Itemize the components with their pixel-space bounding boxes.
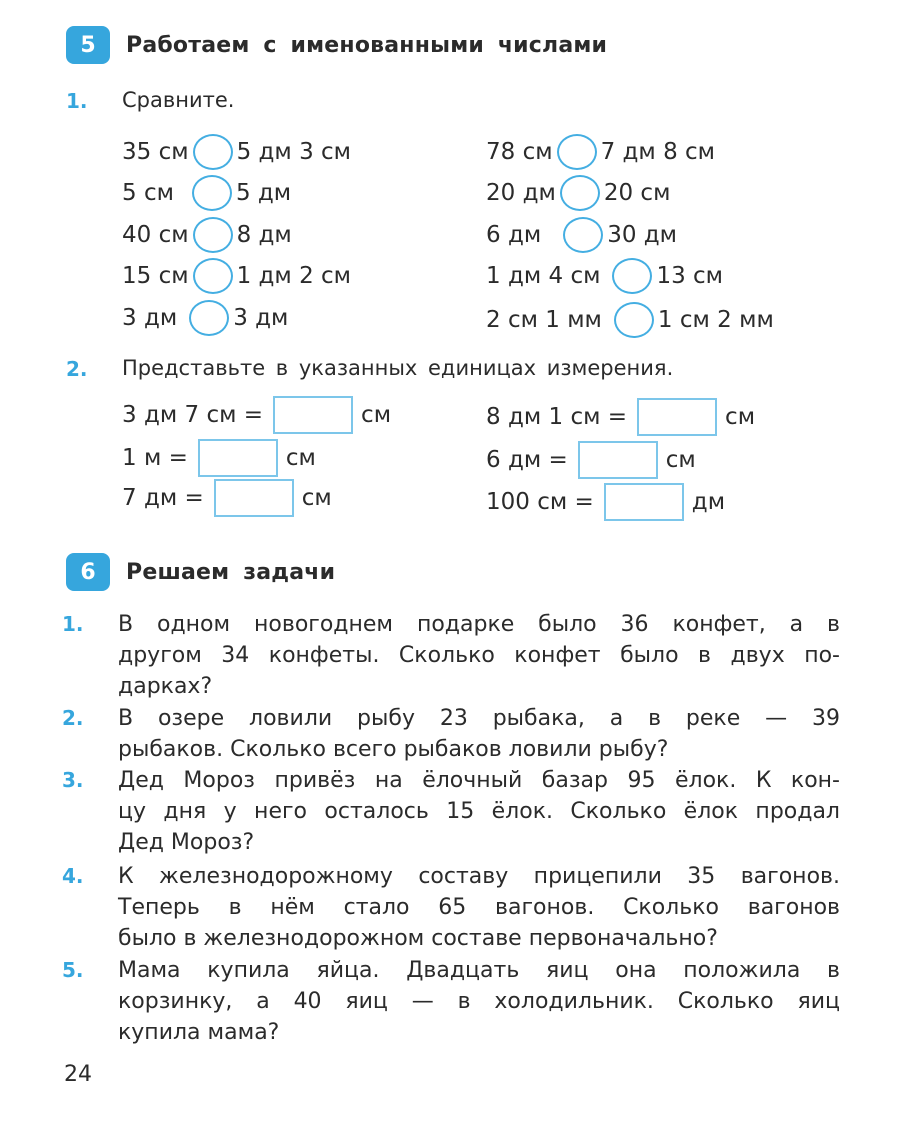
- compare-left-value: 1 дм 4 см: [486, 263, 601, 289]
- compare-row: [486, 175, 670, 211]
- compare-right-value: 3 дм: [233, 305, 289, 331]
- convert-expression: 8 дм 1 см =: [486, 404, 628, 430]
- convert-row: [122, 395, 391, 435]
- compare-circle[interactable]: [193, 134, 233, 170]
- section-5-header: [66, 26, 607, 64]
- problem-number: 3.: [62, 768, 84, 792]
- compare-right-value: 7 дм 8 см: [600, 139, 716, 165]
- convert-expression: 6 дм =: [486, 447, 568, 473]
- convert-unit: см: [301, 485, 332, 511]
- compare-circle[interactable]: [557, 134, 597, 170]
- compare-left-value: 2 см 1 мм: [486, 307, 602, 333]
- problem-number: 4.: [62, 864, 84, 888]
- answer-box[interactable]: [637, 398, 717, 436]
- answer-box[interactable]: [273, 396, 353, 434]
- convert-expression: 1 м =: [122, 445, 188, 471]
- compare-circle[interactable]: [189, 300, 229, 336]
- compare-right-value: 1 см 2 мм: [657, 307, 774, 333]
- compare-circle[interactable]: [563, 217, 603, 253]
- problem-line: корзинку, а 40 яиц — в холодильник. Сколько яиц: [118, 989, 840, 1014]
- convert-unit: см: [665, 447, 696, 473]
- compare-row: [486, 258, 723, 294]
- compare-right-value: 1 дм 2 см: [236, 263, 352, 289]
- compare-left-value: 78 см: [486, 139, 553, 165]
- compare-row: [122, 258, 351, 294]
- problem-line: другом 34 конфеты. Сколько конфет было в двух по-: [118, 643, 840, 668]
- convert-row: [122, 438, 316, 478]
- answer-box[interactable]: [578, 441, 658, 479]
- problem-line: В одном новогоднем подарке было 36 конфет, а в: [118, 612, 840, 637]
- section-6-badge: 6: [66, 553, 110, 591]
- compare-row: [486, 134, 715, 170]
- compare-circle[interactable]: [193, 217, 233, 253]
- problem-line: Теперь в нём стало 65 вагонов. Сколько вагонов: [118, 895, 840, 920]
- convert-row: [122, 478, 332, 518]
- answer-box[interactable]: [604, 483, 684, 521]
- problem-line: цу дня у него осталось 15 ёлок. Сколько ёлок продал: [118, 799, 840, 824]
- compare-right-value: 20 см: [603, 180, 671, 206]
- problem-number: 1.: [62, 612, 84, 636]
- problem-line: было в железнодорожном составе первоначально?: [118, 926, 718, 951]
- compare-left-value: 20 дм: [486, 180, 556, 206]
- convert-row: [486, 482, 725, 522]
- task-2-instruction: Представьте в указанных единицах измерения.: [122, 356, 674, 380]
- problem-line: дарках?: [118, 674, 213, 699]
- compare-left-value: 3 дм: [122, 305, 178, 331]
- convert-unit: см: [725, 404, 756, 430]
- compare-circle[interactable]: [612, 258, 652, 294]
- compare-row: [122, 134, 351, 170]
- compare-left-value: 15 см: [122, 263, 189, 289]
- section-5-badge: 5: [66, 26, 110, 64]
- compare-right-value: 5 дм 3 см: [236, 139, 352, 165]
- section-6-title: Решаем задачи: [126, 559, 336, 585]
- compare-left-value: 5 см: [122, 180, 174, 206]
- compare-circle[interactable]: [560, 175, 600, 211]
- compare-row: [122, 217, 292, 253]
- problem-line: рыбаков. Сколько всего рыбаков ловили рыбу?: [118, 737, 669, 762]
- problem-line: В озере ловили рыбу 23 рыбака, а в реке — 39: [118, 706, 840, 731]
- task-2-number: 2.: [66, 357, 88, 381]
- compare-left-value: 6 дм: [486, 222, 542, 248]
- problem-line: Дед Мороз привёз на ёлочный базар 95 ёлок. К кон-: [118, 768, 840, 793]
- compare-right-value: 5 дм: [235, 180, 292, 206]
- compare-row: [486, 217, 677, 253]
- problem-line: Дед Мороз?: [118, 830, 255, 855]
- convert-unit: дм: [691, 489, 726, 515]
- convert-row: [486, 397, 755, 437]
- compare-circle[interactable]: [614, 302, 654, 338]
- compare-left-value: 35 см: [122, 139, 189, 165]
- convert-unit: см: [285, 445, 316, 471]
- problem-number: 5.: [62, 958, 84, 982]
- page-number: 24: [64, 1062, 92, 1087]
- answer-box[interactable]: [214, 479, 294, 517]
- convert-expression: 100 см =: [486, 489, 594, 515]
- answer-box[interactable]: [198, 439, 278, 477]
- compare-right-value: 30 дм: [607, 222, 678, 248]
- task-1-instruction: Сравните.: [122, 88, 235, 112]
- convert-unit: см: [361, 402, 392, 428]
- compare-row: [122, 300, 288, 336]
- problem-number: 2.: [62, 706, 84, 730]
- compare-right-value: 13 см: [656, 263, 724, 289]
- problem-line: купила мама?: [118, 1020, 280, 1045]
- task-1-number: 1.: [66, 89, 88, 113]
- compare-row: [486, 302, 774, 338]
- section-5-title: Работаем с именованными числами: [126, 32, 608, 58]
- compare-circle[interactable]: [193, 258, 233, 294]
- compare-left-value: 40 см: [122, 222, 189, 248]
- convert-expression: 7 дм =: [122, 485, 204, 511]
- compare-row: [122, 175, 291, 211]
- section-6-header: [66, 553, 335, 591]
- convert-expression: 3 дм 7 см =: [122, 402, 264, 428]
- compare-circle[interactable]: [192, 175, 232, 211]
- compare-right-value: 8 дм: [236, 222, 292, 248]
- convert-row: [486, 440, 696, 480]
- problem-line: Мама купила яйца. Двадцать яиц она положила в: [118, 958, 840, 983]
- problem-line: К железнодорожному составу прицепили 35 вагонов.: [118, 864, 840, 889]
